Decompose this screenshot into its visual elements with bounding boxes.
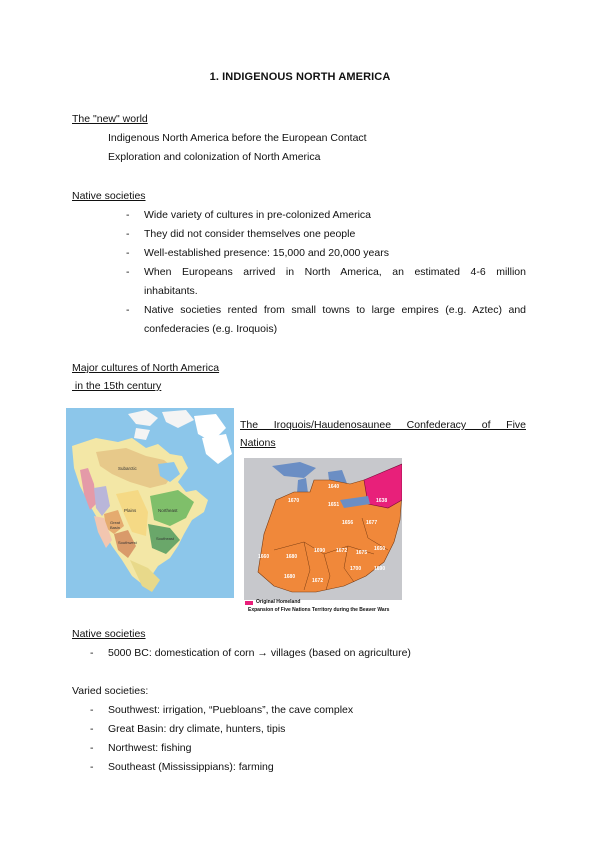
svg-text:Great: Great <box>110 520 121 525</box>
svg-text:Basin: Basin <box>110 525 121 530</box>
new-world-line: Indigenous North America before the European Contact <box>108 132 367 144</box>
year-label: 1675 <box>356 550 368 556</box>
iroquois-caption-line2: Nations <box>240 437 276 449</box>
legend-label-homeland: Original Homeland <box>256 599 301 605</box>
list-item: - 5000 BC: domestication of corn → villages (based on agriculture) <box>90 647 411 659</box>
year-label: 1650 <box>374 546 386 552</box>
section-heading-major-cultures-line2: in the 15th century <box>72 380 162 392</box>
svg-text:Plains: Plains <box>124 508 137 513</box>
iroquois-caption-line1: The Iroquois/Haudenosaunee Confederacy of Five <box>240 419 526 431</box>
year-label: 1677 <box>366 520 378 526</box>
year-label: 1638 <box>376 498 388 504</box>
year-label: 1690 <box>314 548 326 554</box>
section-heading-native-societies: Native societies <box>72 190 146 202</box>
year-label: 1672 <box>336 548 348 554</box>
svg-text:Southeast: Southeast <box>156 536 175 541</box>
list-item-continuation: inhabitants. <box>144 285 198 297</box>
svg-text:Subarctic: Subarctic <box>118 466 137 471</box>
section-heading-major-cultures: Major cultures of North America <box>72 362 220 374</box>
list-item: - Native societies rented from small towns to large empires (e.g. Aztec) and <box>126 304 526 316</box>
list-item: - Well-established presence: 15,000 and 20,000 years <box>126 247 389 259</box>
section-heading-new-world: The "new" world <box>72 113 148 125</box>
year-label: 1680 <box>286 554 298 560</box>
list-item: - Southeast (Mississippians): farming <box>90 761 274 773</box>
year-label: 1651 <box>328 502 340 508</box>
list-item: - Southwest: irrigation, “Puebloans”, the cave complex <box>90 704 354 716</box>
new-world-line: Exploration and colonization of North America <box>108 151 321 163</box>
year-label: 1640 <box>328 484 340 490</box>
year-label: 1672 <box>312 578 324 584</box>
legend-label-expansion: Expansion of Five Nations Territory during the Beaver Wars <box>248 607 390 613</box>
iroquois-expansion-map <box>244 458 402 600</box>
list-item-continuation: confederacies (e.g. Iroquois) <box>144 323 278 335</box>
section-heading-varied-societies: Varied societies: <box>72 685 149 697</box>
page-title: 1. INDIGENOUS NORTH AMERICA <box>209 71 391 83</box>
list-item: - They did not consider themselves one people <box>126 228 356 240</box>
year-label: 1700 <box>350 566 362 572</box>
legend-swatch-homeland <box>245 601 253 605</box>
section-heading-native-societies-2: Native societies <box>72 628 146 640</box>
svg-text:Northeast: Northeast <box>158 508 178 513</box>
list-item: - When Europeans arrived in North America, an estimated 4-6 million <box>126 266 526 278</box>
year-label: 1690 <box>374 566 386 572</box>
year-label: 1660 <box>258 554 270 560</box>
north-america-cultures-map <box>66 408 234 598</box>
list-item: - Wide variety of cultures in pre-colonized America <box>126 209 372 221</box>
svg-text:Southwest: Southwest <box>118 540 137 545</box>
list-item: - Great Basin: dry climate, hunters, tipis <box>90 723 286 735</box>
year-label: 1680 <box>284 574 296 580</box>
year-label: 1670 <box>288 498 300 504</box>
list-item: - Northwest: fishing <box>90 742 192 754</box>
year-label: 1656 <box>342 520 354 526</box>
